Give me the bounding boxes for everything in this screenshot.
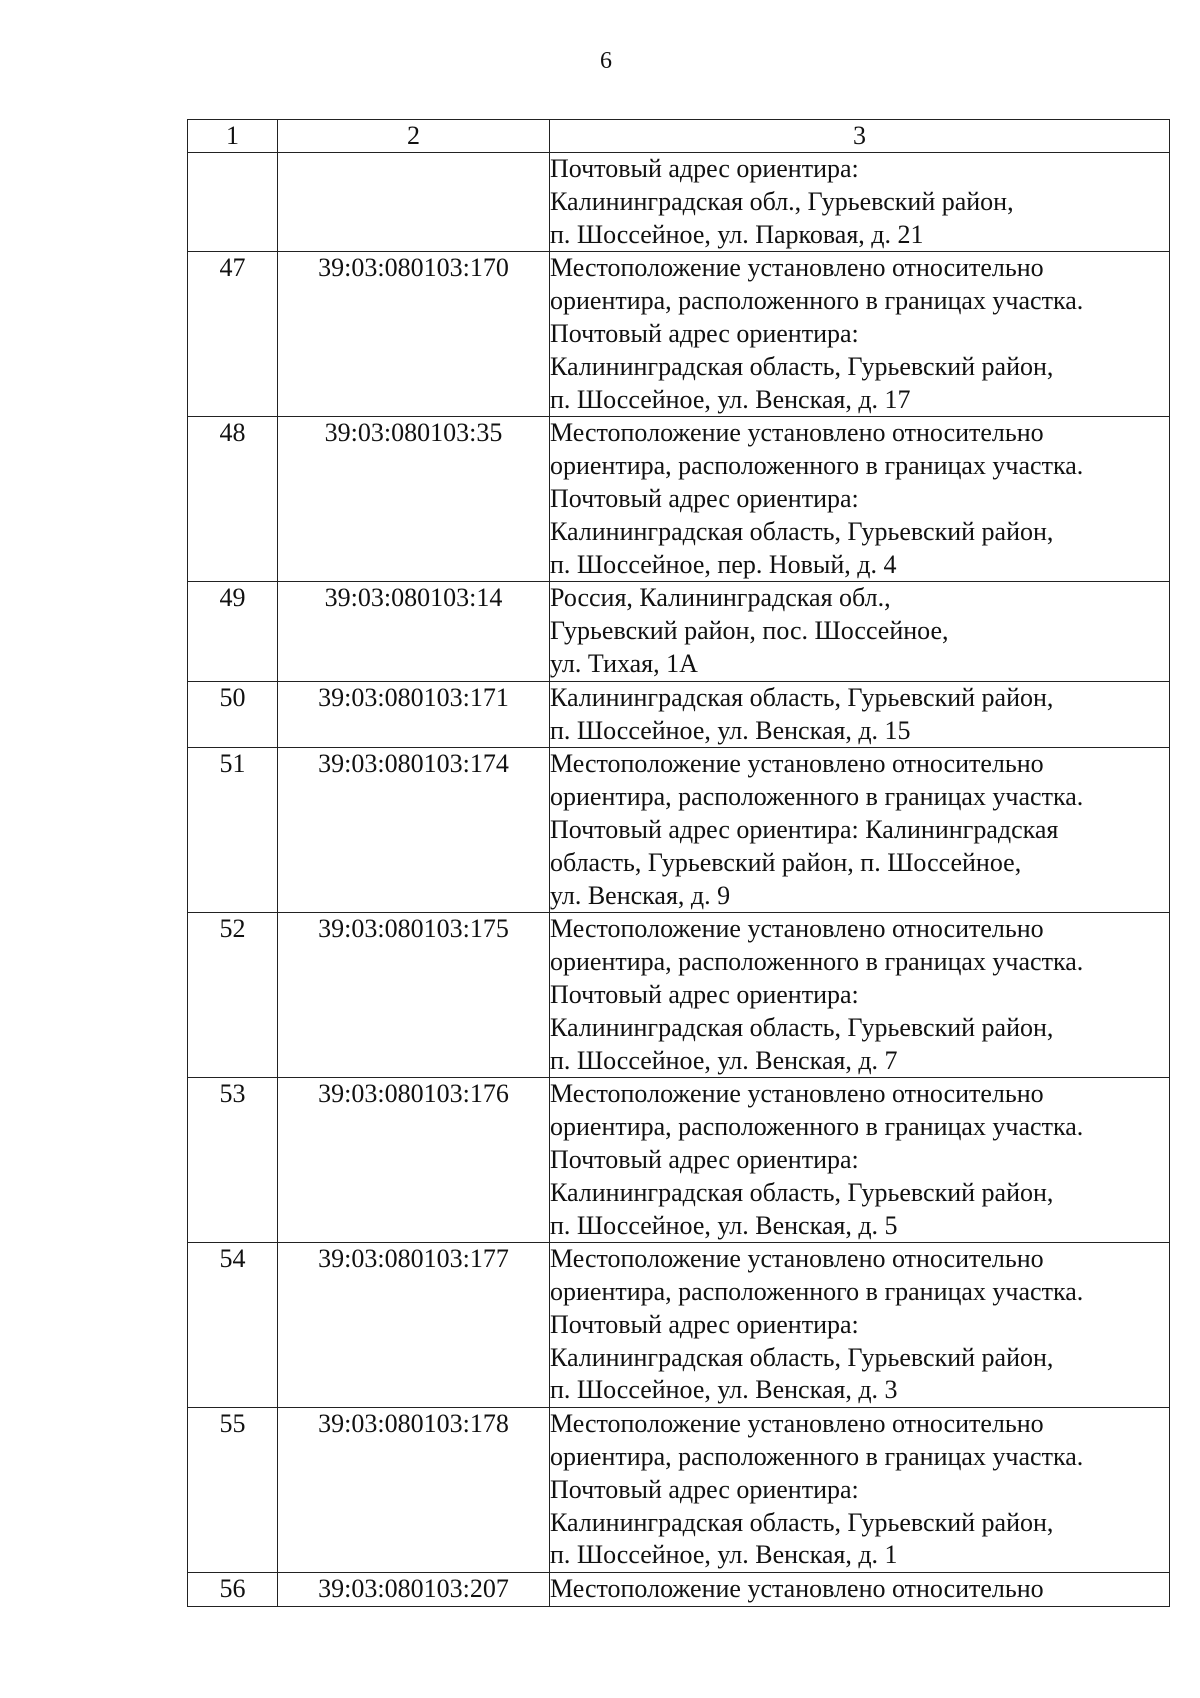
table-row [188,252,1170,417]
address-line: ориентира, расположенного в границах участка. [550,1112,1084,1142]
address-cell [550,1243,1170,1408]
cadastral-number-cell: 39:03:080103:174 [278,748,550,913]
address-line: ул. Тихая, 1А [550,648,698,678]
address-line: Калининградская область, Гурьевский район, [550,1177,1054,1207]
row-number-cell: 51 [188,748,278,913]
cadastral-number-cell: 39:03:080103:177 [278,1243,550,1408]
row-number-cell: 56 [188,1573,278,1607]
cadastral-number-cell: 39:03:080103:170 [278,252,550,417]
address-cell [550,153,1170,252]
address-line: Почтовый адрес ориентира: [550,1474,859,1504]
address-line: п. Шоссейное, ул. Венская, д. 17 [550,384,911,414]
page-number: 6 [600,48,612,74]
address-line: п. Шоссейное, ул. Венская, д. 5 [550,1210,898,1240]
row-number-cell: 55 [188,1408,278,1573]
table-row [188,681,1170,748]
address-line: Почтовый адрес ориентира: Калининградская [550,814,1059,844]
address-cell [550,417,1170,582]
address-line: Местоположение установлено относительно [550,1079,1044,1109]
address-line: Калининградская обл., Гурьевский район, [550,186,1014,216]
address-cell [550,252,1170,417]
address-line: Почтовый адрес ориентира: [550,1309,859,1339]
row-number-cell: 54 [188,1243,278,1408]
address-line: ориентира, расположенного в границах участка. [550,947,1084,977]
address-line: п. Шоссейное, ул. Парковая, д. 21 [550,219,924,249]
address-line: п. Шоссейное, ул. Венская, д. 7 [550,1045,898,1075]
address-line: Местоположение установлено относительно [550,914,1044,944]
address-line: Местоположение установлено относительно [550,1244,1044,1274]
address-line: п. Шоссейное, ул. Венская, д. 15 [550,715,911,745]
row-number-cell [188,153,278,252]
address-cell [550,1408,1170,1573]
table-row [188,417,1170,582]
address-line: Почтовый адрес ориентира: [550,979,859,1009]
address-line: ориентира, расположенного в границах участка. [550,451,1084,481]
address-line: Калининградская область, Гурьевский район, [550,516,1054,546]
cadastral-number-cell: 39:03:080103:176 [278,1078,550,1243]
address-line: Местоположение установлено относительно [550,253,1044,283]
address-cell [550,1078,1170,1243]
table-row [188,153,1170,252]
column-header-3: 3 [550,120,1170,153]
address-line: Россия, Калининградская обл., [550,583,891,613]
table-row [188,1078,1170,1243]
address-line: Калининградская область, Гурьевский район, [550,1342,1054,1372]
address-line: Местоположение установлено относительно [550,418,1044,448]
address-line: Калининградская область, Гурьевский район, [550,1012,1054,1042]
row-number-cell: 49 [188,582,278,681]
address-line: Местоположение установлено относительно [550,1409,1044,1439]
table-header-row [188,120,1170,153]
address-line: Почтовый адрес ориентира: [550,318,859,348]
row-number-cell: 47 [188,252,278,417]
address-line: Калининградская область, Гурьевский район, [550,1507,1054,1537]
address-line: ул. Венская, д. 9 [550,880,731,910]
address-line: п. Шоссейное, пер. Новый, д. 4 [550,549,897,579]
table-row [188,1573,1170,1607]
table-row [188,582,1170,681]
table-row [188,1408,1170,1573]
row-number-cell: 53 [188,1078,278,1243]
cadastral-number-cell: 39:03:080103:171 [278,681,550,748]
address-line: Почтовый адрес ориентира: [550,154,859,183]
address-line: ориентира, расположенного в границах участка. [550,286,1084,316]
row-number-cell: 52 [188,913,278,1078]
address-cell [550,681,1170,748]
address-cell [550,582,1170,681]
address-line: область, Гурьевский район, п. Шоссейное, [550,847,1022,877]
cadastral-number-cell: 39:03:080103:207 [278,1573,550,1607]
row-number-cell: 50 [188,681,278,748]
column-header-1: 1 [188,120,278,153]
address-cell [550,748,1170,913]
table-row [188,913,1170,1078]
address-cell [550,1573,1170,1607]
address-line: Гурьевский район, пос. Шоссейное, [550,616,949,646]
address-line: Почтовый адрес ориентира: [550,483,859,513]
address-line: п. Шоссейное, ул. Венская, д. 3 [550,1375,898,1405]
address-line: ориентира, расположенного в границах участка. [550,1442,1084,1472]
address-line: ориентира, расположенного в границах участка. [550,782,1084,812]
table-body [188,120,1170,1607]
cadastral-number-cell: 39:03:080103:175 [278,913,550,1078]
address-line: Местоположение установлено относительно [550,749,1044,779]
address-line: Почтовый адрес ориентира: [550,1144,859,1174]
column-header-2: 2 [278,120,550,153]
address-line: ориентира, расположенного в границах участка. [550,1277,1084,1307]
cadastral-number-cell: 39:03:080103:35 [278,417,550,582]
address-cell [550,913,1170,1078]
table-row [188,1243,1170,1408]
table-row [188,748,1170,913]
address-line: п. Шоссейное, ул. Венская, д. 1 [550,1540,898,1570]
cadastral-number-cell: 39:03:080103:178 [278,1408,550,1573]
land-plot-table [187,119,1170,1607]
address-line: Местоположение установлено относительно [550,1574,1044,1604]
cadastral-number-cell: 39:03:080103:14 [278,582,550,681]
cadastral-number-cell [278,153,550,252]
address-line: Калининградская область, Гурьевский район, [550,682,1054,712]
address-line: Калининградская область, Гурьевский район, [550,351,1054,381]
row-number-cell: 48 [188,417,278,582]
